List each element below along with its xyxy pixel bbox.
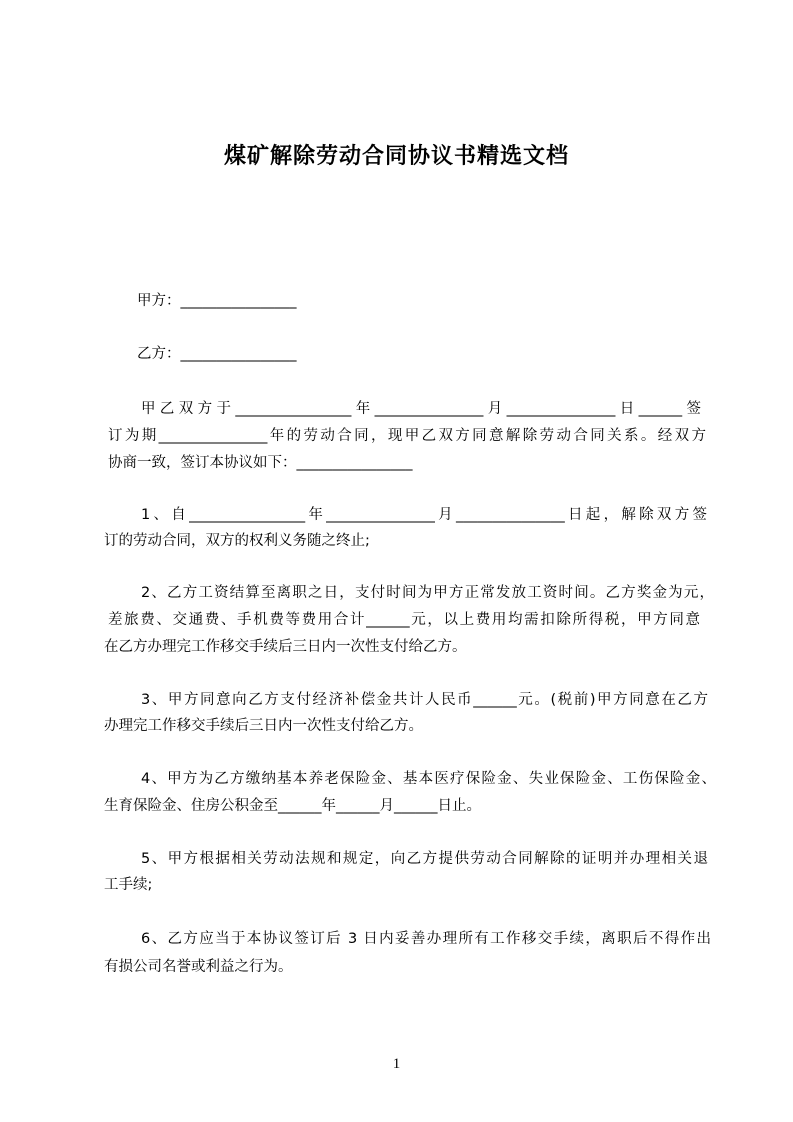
intro-line-3: 协商一致，签订本协议如下：________________ (108, 455, 413, 471)
clause-1-line-1: 1、自________________年_______________月_______________日起，解除双方签 (141, 507, 707, 523)
clause-1-line-2: 订的劳动合同，双方的权利义务随之终止; (104, 533, 370, 549)
document-title: 煤矿解除劳动合同协议书精选文档 (223, 144, 569, 169)
clause-5-line-2: 工手续; (104, 877, 153, 893)
clause-2-line-2: 差旅费、交通费、手机费等费用合计______元，以上费用均需扣除所得税，甲方同意 (108, 612, 700, 628)
clause-5-line-1: 5、甲方根据相关劳动法规和规定，向乙方提供劳动合同解除的证明并办理相关退 (141, 851, 708, 867)
clause-2-line-3: 在乙方办理完工作移交手续后三日内一次性支付给乙方。 (104, 639, 467, 655)
page-number: 1 (392, 1056, 401, 1072)
clause-4-line-1: 4、甲方为乙方缴纳基本养老保险金、基本医疗保险金、失业保险金、工伤保险金、 (141, 771, 716, 787)
intro-line-1: 甲乙双方于________________年_______________月_______________日______签 (141, 401, 701, 417)
clause-6-line-2: 有损公司名誉或利益之行为。 (104, 959, 293, 975)
clause-3-line-2: 办理完工作移交手续后三日内一次性支付给乙方。 (104, 718, 423, 734)
party-b-line: 乙方：________________ (137, 346, 297, 362)
party-a-line: 甲方：________________ (137, 293, 297, 309)
clause-3-line-1: 3、甲方同意向乙方支付经济补偿金共计人民币______元。(税前)甲方同意在乙方 (141, 692, 708, 708)
clause-2-line-1: 2、乙方工资结算至离职之日，支付时间为甲方正常发放工资时间。乙方奖金为元， (141, 585, 714, 601)
clause-4-line-2: 生育保险金、住房公积金至______年______月______日止。 (104, 798, 481, 814)
clause-6-line-1: 6、乙方应当于本协议签订后 3 日内妥善办理所有工作移交手续，离职后不得作出 (141, 931, 711, 947)
intro-line-2: 订为期_______________年的劳动合同，现甲乙双方同意解除劳动合同关系。经双方 (108, 428, 706, 444)
